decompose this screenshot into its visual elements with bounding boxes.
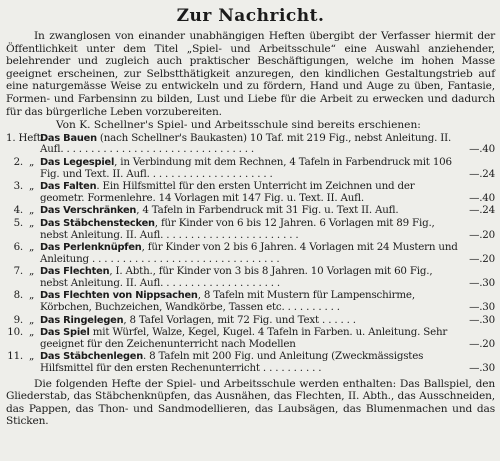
item-text: , I. Abth., für Kinder von 3 bis 8 Jahren. 10 Vorlagen mit 60 Fig., nebst Anleitung. II. Aufl. . . . . . . . . . . . . . . . . . . . (40, 265, 433, 289)
item-title: Das Bauen (40, 132, 97, 144)
item-text: , in Verbindung mit dem Rechnen, 4 Tafeln in Farbendruck mit 106 Fig. und Text. II. Aufl. . . . . . . . . . . . . . . . . . . . . (40, 155, 452, 180)
item-text: , 8 Tafeln mit Mustern für Lampenschirme, Körbchen, Buchzeichen, Wandkörbe, Tassen etc. . . . . . . . . . (40, 289, 415, 314)
item-title: Das Stäbchenlegen (40, 351, 143, 363)
item-number: 2. (13, 155, 23, 168)
list-item (6, 242, 495, 265)
item-title: Das Perlenknüpfen (40, 242, 142, 254)
item-price: —.30 (469, 313, 495, 326)
ditto-mark: „ (29, 289, 35, 302)
item-title: Das Ringelegen (40, 314, 124, 326)
intro-paragraph: In zwanglosen von einander unabhängigen Heften übergibt der Verfasser hiermit der Öffentlichkeit unter dem Titel „Spiel- und Arbeitsschule“ eine Auswahl anziehender, belehrender und zugleich auch praktischer Beschäftigungen, welche im hohen Masse geeignet erscheinen, zur Selbstthätigkeit anzuregen, den kindlichen Gestaltungstrieb auf eine naturgemässe Weise zu entwickeln und zu fördern, Hand und Auge zu üben, Fantasie, Formen- und Farbensinn zu bilden, Lust und Liebe für die Arbeit zu erwecken und dadurch für das bürgerliche Leben vorzubereiten. (6, 30, 495, 118)
item-price: —.40 (469, 143, 495, 156)
item-price: —.20 (469, 337, 495, 350)
item-number: 3. (13, 180, 23, 193)
item-text: , 8 Tafel Vorlagen, mit 72 Fig. und Text . . . . . . (123, 313, 356, 326)
list-item (6, 181, 495, 204)
item-number: 7. (13, 265, 23, 278)
item-number: 6. (13, 241, 23, 254)
item-text: , 4 Tafeln in Farbendruck mit 31 Fig. u. Text II. Aufl. (136, 204, 399, 217)
ditto-mark: „ (29, 216, 35, 229)
ditto-mark: „ (29, 313, 35, 326)
item-number: 8. (13, 289, 23, 302)
list-item (6, 157, 495, 180)
ditto-mark: „ (29, 326, 35, 339)
ditto-mark: „ (29, 180, 35, 193)
list-item (6, 266, 495, 289)
item-price: —.20 (469, 252, 495, 265)
list-item (6, 218, 495, 241)
item-price: —.24 (469, 204, 495, 217)
item-title: Das Falten (40, 181, 97, 193)
item-number: 1. Heft: (6, 131, 44, 144)
list-item (6, 133, 495, 156)
item-price: —.30 (469, 362, 495, 375)
list-item (6, 290, 495, 313)
item-title: Das Verschränken (40, 205, 137, 217)
ditto-mark: „ (29, 265, 35, 278)
outro-paragraph: Die folgenden Hefte der Spiel- und Arbeitsschule werden enthalten: Das Ballspiel, den Gliederstab, das Stäbchenknüpfen, das Ausnähen, das Flechten, II. Abth., das Ausschneiden, das Pappen, das Thon- und Sandmodellieren, das Laubsägen, das Blumenmachen und das Sticken. (6, 377, 495, 428)
item-price: —.30 (469, 276, 495, 289)
list-item (6, 315, 495, 327)
item-number: 5. (13, 216, 23, 229)
item-text: mit Würfel, Walze, Kegel, Kugel. 4 Tafeln in Farben. u. Anleitung. Sehr geeignet für den Zeichenunterricht nach Modellen (40, 326, 448, 350)
list-item (6, 327, 495, 350)
ditto-mark: „ (29, 155, 35, 168)
ditto-mark: „ (29, 350, 35, 363)
item-number: 10. (7, 326, 23, 339)
list-lead: Von K. Schellner's Spiel- und Arbeitsschule sind bereits erschienen: (56, 119, 421, 132)
booklet-list (6, 133, 495, 375)
item-text: , für Kinder von 2 bis 6 Jahren. 4 Vorlagen mit 24 Mustern und Anleitung . . . . . . . . . . . . . . . . . . . . . . . . . . . . . . . (40, 241, 458, 265)
item-text: . Ein Hilfsmittel für den ersten Unterricht im Zeichnen und der geometr. Formenlehre. 14 Vorlagen mit 147 Fig. u. Text. II. Aufl. (40, 180, 415, 204)
ditto-mark: „ (29, 204, 35, 217)
item-price: —.24 (469, 167, 495, 180)
item-number: 11. (7, 350, 23, 363)
item-title: Das Stäbchenstecken (40, 217, 155, 229)
item-price: —.20 (469, 228, 495, 241)
list-item (6, 351, 495, 374)
heading: Zur Nachricht. (176, 6, 325, 26)
item-number: 9. (13, 313, 23, 326)
item-number: 4. (13, 204, 23, 217)
ditto-mark: „ (29, 241, 35, 254)
item-text: (nach Schellner's Baukasten) 10 Taf. mit 219 Fig., nebst Anleitung. II. Aufl. . . . . . . . . . . . . . . . . . . . . . . . . . . . . . . . (40, 131, 452, 156)
item-text: , für Kinder von 6 bis 12 Jahren. 6 Vorlagen mit 89 Fig., nebst Anleitung. II. Aufl. . . . . . . . . . . . . . . . . . . . . . . (40, 216, 435, 241)
item-title: Das Flechten (40, 266, 110, 278)
item-title: Das Legespiel (40, 156, 115, 168)
item-title: Das Flechten von Nippsachen (40, 290, 198, 302)
item-price: —.30 (469, 301, 495, 314)
item-title: Das Spiel (40, 327, 90, 339)
item-price: —.40 (469, 191, 495, 204)
item-text: . 8 Tafeln mit 200 Fig. und Anleitung (Zweckmässigstes Hilfsmittel für den ersten Rechenunterricht . . . . . . . . . . (40, 350, 424, 375)
list-item (6, 205, 495, 217)
